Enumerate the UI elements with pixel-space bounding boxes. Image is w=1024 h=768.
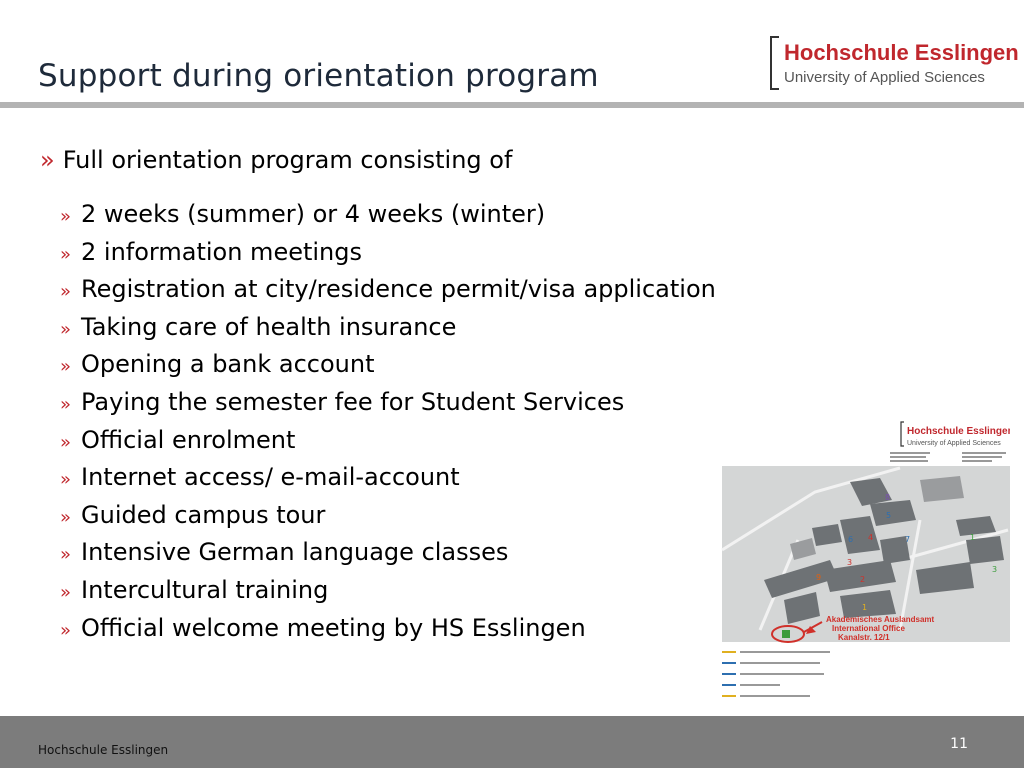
sub-bullet: » Taking care of health insurance: [60, 312, 457, 341]
footer-organization: Hochschule Esslingen: [38, 743, 169, 757]
svg-text:4: 4: [868, 533, 874, 542]
svg-text:7: 7: [905, 535, 911, 544]
sub-bullet-list: [60, 196, 716, 647]
svg-text:2: 2: [860, 575, 866, 584]
svg-text:5: 5: [886, 511, 892, 520]
sub-bullet: » Paying the semester fee for Student Services: [60, 387, 625, 416]
sub-bullet: » 2 weeks (summer) or 4 weeks (winter): [60, 200, 546, 228]
svg-text:Hochschule Esslingen: Hochschule Esslingen: [907, 426, 1010, 437]
main-bullet-text: Full orientation program consisting of: [62, 146, 513, 174]
sub-bullet: » Opening a bank account: [60, 350, 375, 379]
map-logo: [901, 422, 1010, 447]
svg-text:8: 8: [885, 493, 891, 502]
sub-bullet: » Official welcome meeting by HS Esslingen: [60, 613, 586, 642]
slide-footer: [0, 716, 1024, 768]
svg-text:3: 3: [847, 558, 853, 567]
sub-bullet: » Official enrolment: [60, 425, 296, 454]
bullet-marker: »: [40, 146, 55, 174]
sub-bullet: » Intercultural training: [60, 575, 329, 604]
campus-map-image: [720, 420, 1010, 698]
main-bullet: [40, 146, 512, 174]
page-number: 11: [950, 736, 968, 752]
logo-name: Hochschule Esslingen: [784, 40, 1019, 65]
svg-text:1: 1: [970, 533, 976, 542]
svg-text:1: 1: [862, 603, 868, 612]
svg-text:3: 3: [992, 565, 998, 574]
sub-bullet: » Registration at city/residence permit/visa application: [60, 275, 716, 304]
svg-text:Kanalstr. 12/1: Kanalstr. 12/1: [838, 633, 890, 642]
svg-text:6: 6: [848, 535, 854, 544]
svg-text:International Office: International Office: [832, 624, 905, 633]
logo-bracket: [770, 36, 779, 90]
svg-text:Akademisches Auslandsamt: Akademisches Auslandsamt: [826, 615, 935, 624]
university-logo: [770, 36, 1019, 92]
sub-bullet: » Internet access/ e-mail-account: [60, 463, 460, 492]
sub-bullet: » Guided campus tour: [60, 500, 326, 529]
logo-subtitle: University of Applied Sciences: [784, 69, 985, 86]
sub-bullet: » Intensive German language classes: [60, 538, 509, 567]
svg-text:University of Applied Sciences: University of Applied Sciences: [907, 440, 1001, 447]
title-divider: [0, 102, 1024, 108]
svg-text:9: 9: [816, 573, 822, 582]
sub-bullet: » 2 information meetings: [60, 237, 362, 266]
slide-title: Support during orientation program: [38, 58, 599, 94]
